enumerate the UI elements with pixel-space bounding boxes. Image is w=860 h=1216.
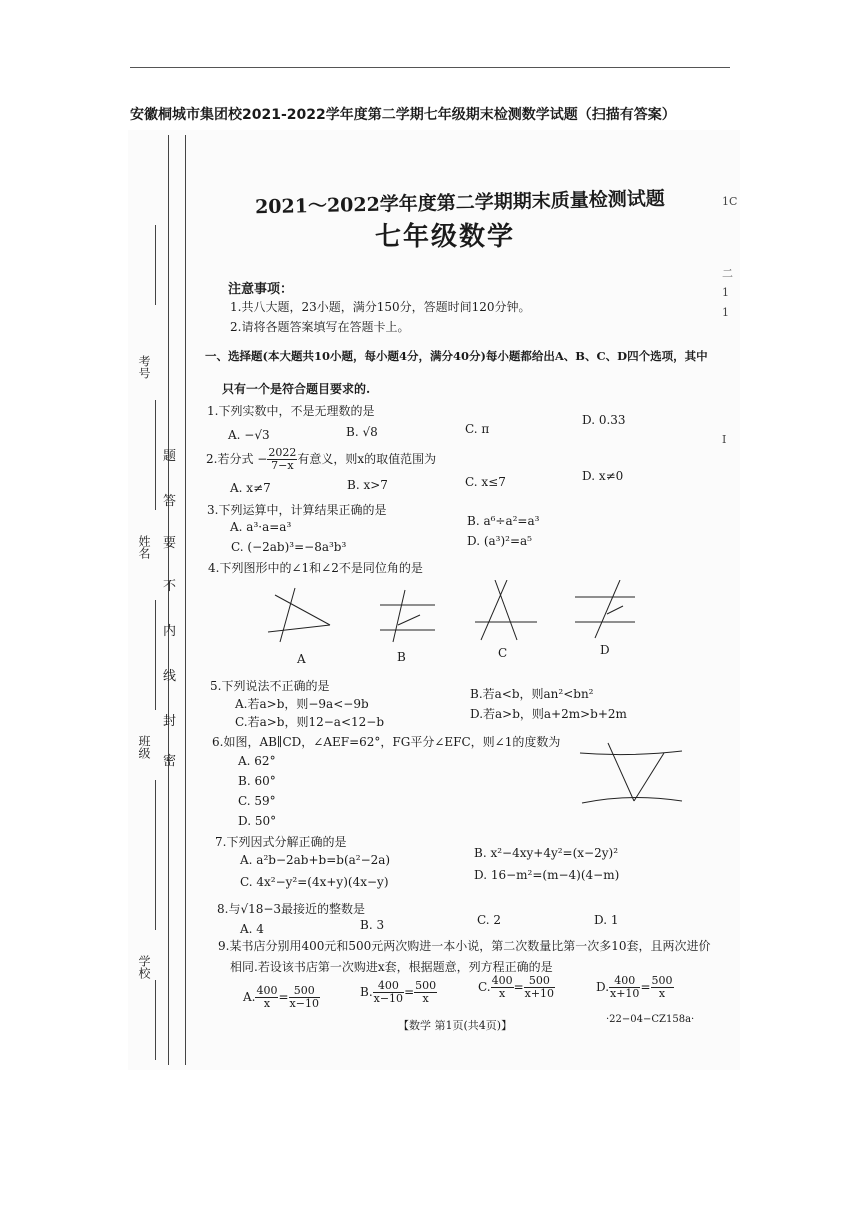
seal-char: 线 bbox=[163, 669, 177, 684]
cutoff-text: 1 bbox=[722, 286, 729, 299]
q9-option-a: A. $\frac{400}{x}$ = $\frac{500}{x-10}$ bbox=[243, 984, 319, 1010]
q9-option-letter: B. bbox=[360, 985, 373, 999]
q2-option-a: A. x≠7 bbox=[230, 481, 271, 495]
q6-stem: 6.如图，AB∥CD，∠AEF=62°，FG平分∠EFC，则∠1的度数为 bbox=[212, 735, 561, 749]
q3-option-d: D. (a³)²=a⁵ bbox=[467, 534, 532, 548]
seal-char: 要 bbox=[163, 536, 177, 551]
school-label: 学校 bbox=[137, 955, 151, 979]
q9-num: 400 bbox=[373, 980, 404, 993]
q9-frac bbox=[609, 975, 640, 1000]
q8-stem: 8.与√18−3最接近的整数是 bbox=[217, 902, 366, 916]
q9-frac bbox=[414, 980, 437, 1005]
q3-stem: 3.下列运算中，计算结果正确的是 bbox=[207, 503, 387, 517]
q9-den: x−10 bbox=[289, 997, 319, 1010]
q2-stem-post: 有意义，则x的取值范围为 bbox=[297, 452, 437, 466]
seal-char: 内 bbox=[163, 624, 177, 639]
q9-option-d: D. $\frac{400}{x+10}$ = $\frac{500}{x}$ bbox=[596, 974, 673, 1000]
binding-line-2 bbox=[185, 135, 186, 1065]
q3-option-c: C. (−2ab)³=−8a³b³ bbox=[231, 540, 347, 554]
q6-option-a: A. 62° bbox=[238, 754, 276, 768]
note-item: 1.共八大题，23小题，满分150分，答题时间120分钟。 bbox=[230, 300, 531, 314]
page-footer: 【数学 第1页(共4页)】 bbox=[398, 1019, 513, 1032]
q4-stem: 4.下列图形中的∠1和∠2不是同位角的是 bbox=[208, 561, 423, 575]
q3-option-b: B. a⁶÷a²=a³ bbox=[467, 514, 540, 528]
q9-den: x bbox=[263, 997, 271, 1010]
q9-num: 400 bbox=[491, 974, 513, 987]
q9-frac bbox=[289, 985, 320, 1010]
binding-line-1 bbox=[168, 135, 169, 1065]
q9-frac bbox=[255, 985, 278, 1010]
q4-figure-d bbox=[575, 580, 635, 638]
q1-option-c: C. π bbox=[465, 422, 490, 436]
q9-option-letter: C. bbox=[478, 980, 491, 994]
seal-char: 密 bbox=[163, 754, 177, 769]
q5-option-b: B.若a<b，则an²<bn² bbox=[470, 687, 594, 701]
q7-option-b: B. x²−4xy+4y²=(x−2y)² bbox=[474, 846, 619, 860]
q9-frac bbox=[491, 975, 514, 1000]
q9-den: x bbox=[658, 987, 666, 1000]
q2-denominator: 7−x bbox=[271, 459, 294, 472]
q9-num: 500 bbox=[524, 975, 555, 988]
q8-option-a: A. 4 bbox=[240, 922, 264, 936]
binding-field-line bbox=[155, 400, 156, 510]
cutoff-text: 1C bbox=[722, 195, 738, 208]
binding-field-line bbox=[155, 600, 156, 710]
q9-frac bbox=[651, 975, 674, 1000]
cutoff-text: I bbox=[722, 433, 727, 446]
top-rule bbox=[130, 67, 730, 68]
q1-option-b: B. √8 bbox=[346, 425, 378, 439]
seal-char: 封 bbox=[163, 714, 177, 729]
section-1-heading: 一、选择题(本大题共10小题，每小题4分，满分40分)每小题都给出A、B、C、D四个选项，其中 bbox=[205, 349, 708, 363]
q9-option-c: C. $\frac{400}{x}$ = $\frac{500}{x+10}$ bbox=[478, 974, 555, 1000]
q9-den: x+10 bbox=[610, 987, 640, 1000]
q2-numerator: 2022 bbox=[268, 446, 297, 459]
q9-den: x bbox=[422, 992, 429, 1005]
q8-option-b: B. 3 bbox=[360, 918, 385, 932]
q8-option-c: C. 2 bbox=[477, 913, 502, 927]
q9-line-2: 相同.若设该书店第一次购进x套，根据题意，列方程正确的是 bbox=[230, 960, 553, 974]
binding-field-line bbox=[155, 225, 156, 305]
section-1-heading-2: 只有一个是符合题目要求的. bbox=[222, 382, 371, 396]
q5-option-d: D.若a>b，则a+2m>b+2m bbox=[470, 707, 627, 721]
q9-option-letter: A. bbox=[243, 990, 256, 1004]
q6-option-b: B. 60° bbox=[238, 774, 276, 788]
q4-figure-c bbox=[475, 580, 537, 640]
q9-option-b: B. $\frac{400}{x-10}$ = $\frac{500}{x}$ bbox=[360, 979, 437, 1005]
q5-option-a: A.若a>b，则−9a<−9b bbox=[235, 697, 369, 711]
q7-option-d: D. 16−m²=(m−4)(4−m) bbox=[474, 868, 620, 882]
q2-stem bbox=[206, 447, 436, 472]
notes-heading: 注意事项： bbox=[228, 282, 294, 297]
binding-field-line bbox=[155, 980, 156, 1060]
q9-num: 400 bbox=[256, 984, 278, 997]
q5-option-c: C.若a>b，则12−a<12−b bbox=[235, 715, 384, 729]
q9-frac bbox=[524, 975, 555, 1000]
q1-option-d: D. 0.33 bbox=[582, 413, 626, 427]
note-item: 2.请将各题答案填写在答题卡上。 bbox=[230, 320, 410, 334]
q6-figure bbox=[570, 735, 700, 820]
q7-option-a: A. a²b−2ab+b=b(a²−2a) bbox=[240, 853, 391, 867]
q4-figure-b bbox=[380, 590, 435, 642]
exam-title: 2021～2022学年度第二学期期末质量检测试题 bbox=[254, 187, 665, 219]
q4-figures bbox=[255, 580, 655, 660]
q9-den: x bbox=[498, 987, 506, 1000]
q4-label-c: C bbox=[498, 646, 508, 660]
q9-den: x−10 bbox=[373, 992, 404, 1005]
q2-option-b: B. x>7 bbox=[347, 478, 388, 492]
page-code: ·22−04−CZ158a· bbox=[606, 1014, 695, 1025]
q9-num: 500 bbox=[289, 985, 320, 998]
q9-num: 400 bbox=[609, 975, 640, 988]
exam-subtitle: 七年级数学 bbox=[375, 222, 516, 252]
seal-char: 不 bbox=[163, 579, 177, 594]
q2-option-c: C. x≤7 bbox=[465, 475, 506, 489]
q8-option-d: D. 1 bbox=[594, 913, 619, 927]
q6-option-d: D. 50° bbox=[238, 814, 277, 828]
q9-den: x+10 bbox=[524, 987, 555, 1000]
q4-label-a: A bbox=[297, 652, 306, 666]
binding-field-line bbox=[155, 780, 156, 930]
seal-char: 题 bbox=[163, 449, 177, 464]
q5-stem: 5.下列说法不正确的是 bbox=[210, 679, 330, 693]
q2-option-d: D. x≠0 bbox=[582, 469, 624, 483]
q2-stem-pre: 2.若分式 − bbox=[206, 452, 268, 466]
q4-label-b: B bbox=[397, 650, 406, 664]
name-label: 姓名 bbox=[137, 535, 151, 559]
q7-option-c: C. 4x²−y²=(4x+y)(4x−y) bbox=[240, 875, 389, 889]
q9-frac bbox=[373, 980, 404, 1005]
document-header: 安徽桐城市集团校2021-2022学年度第二学期七年级期末检测数学试题（扫描有答案） bbox=[130, 107, 676, 123]
q2-fraction bbox=[267, 447, 297, 472]
q1-stem: 1.下列实数中，不是无理数的是 bbox=[207, 404, 375, 418]
q3-option-a: A. a³·a=a³ bbox=[230, 520, 292, 534]
q9-line-1: 9.某书店分别用400元和500元两次购进一本小说，第二次数量比第一次多10套，且两次进价 bbox=[218, 939, 711, 953]
q6-option-c: C. 59° bbox=[238, 794, 276, 808]
seal-char: 答 bbox=[163, 494, 177, 509]
cutoff-text: 二 bbox=[722, 267, 733, 280]
q4-figure-a bbox=[268, 588, 330, 642]
cutoff-text: 1 bbox=[722, 306, 729, 319]
q4-label-d: D bbox=[600, 643, 610, 657]
q9-option-letter: D. bbox=[596, 980, 610, 994]
q9-num: 500 bbox=[651, 974, 673, 987]
q1-option-a: A. −√3 bbox=[228, 428, 270, 442]
class-label: 班级 bbox=[137, 735, 151, 759]
q7-stem: 7.下列因式分解正确的是 bbox=[215, 835, 347, 849]
candidate-no-label: 考号 bbox=[137, 355, 151, 379]
q9-num: 500 bbox=[415, 979, 437, 992]
